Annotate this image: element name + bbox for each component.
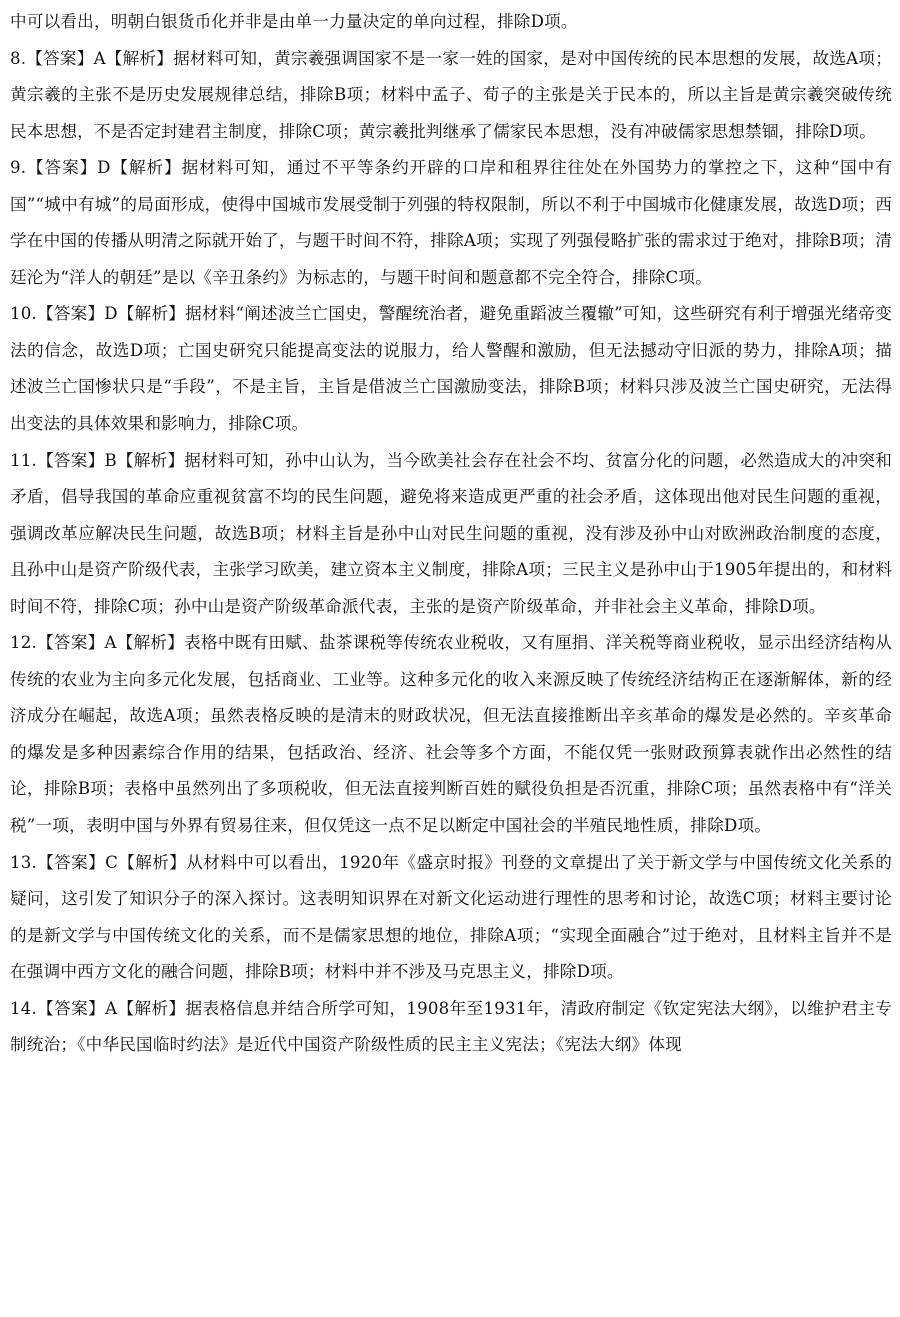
answer-8: 8.【答案】A【解析】据材料可知，黄宗羲强调国家不是一家一姓的国家，是对中国传统的民本思想的发展，故选A项；黄宗羲的主张不是历史发展规律总结，排除B项；材料中孟子、荀子的主张是关于民本的，所以主旨是黄宗羲突破传统民本思想，不是否定封建君主制度，排除C项；黄宗羲批判继承了儒家民本思想，没有冲破儒家思想禁锢，排除D项。 [10, 48, 892, 141]
answer-10: 10.【答案】D【解析】据材料“阐述波兰亡国史，警醒统治者，避免重蹈波兰覆辙”可知，这些研究有利于增强光绪帝变法的信念，故选D项；亡国史研究只能提高变法的说服力，给人警醒和激励，但无法撼动守旧派的势力，排除A项；描述波兰亡国惨状只是“手段”，不是主旨，主旨是借波兰亡国激励变法，排除B项；材料只涉及波兰亡国史研究，无法得出变法的具体效果和影响力，排除C项。 [10, 304, 892, 434]
answer-11: 11.【答案】B【解析】据材料可知，孙中山认为，当今欧美社会存在社会不均、贫富分化的问题，必然造成大的冲突和矛盾，倡导我国的革命应重视贫富不均的民生问题，避免将来造成更严重的社会矛盾，这体现出他对民生问题的重视，强调改革应解决民生问题，故选B项；材料主旨是孙中山对民生问题的重视，没有涉及孙中山对欧洲政治制度的态度，且孙中山是资产阶级代表，主张学习欧美，建立资本主义制度，排除A项；三民主义是孙中山于1905年提出的，和材料时间不符，排除C项；孙中山是资产阶级革命派代表，主张的是资产阶级革命，并非社会主义革命，排除D项。 [10, 450, 892, 616]
answer-13: 13.【答案】C【解析】从材料中可以看出，1920年《盛京时报》刊登的文章提出了关于新文学与中国传统文化关系的疑问，这引发了知识分子的深入探讨。这表明知识界在对新文化运动进行理性的思考和讨论，故选C项；材料主要讨论的是新文学与中国传统文化的关系，而不是儒家思想的地位，排除A项；“实现全面融合”过于绝对，且材料主旨并不是在强调中西方文化的融合问题，排除B项；材料中并不涉及马克思主义，排除D项。 [10, 852, 892, 982]
paragraph-continuation: 中可以看出，明朝白银货币化并非是由单一力量决定的单向过程，排除D项。 [10, 12, 578, 31]
answer-9: 9.【答案】D【解析】据材料可知，通过不平等条约开辟的口岸和租界往往处在外国势力的掌控之下，这种“国中有国”“城中有城”的局面形成，使得中国城市发展受制于列强的特权限制，所以不利于中国城市化健康发展，故选D项；西学在中国的传播从明清之际就开始了，与题干时间不符，排除A项；实现了列强侵略扩张的需求过于绝对，排除B项；清廷沦为“洋人的朝廷”是以《辛丑条约》为标志的，与题干时间和题意都不完全符合，排除C项。 [10, 158, 892, 287]
answer-14: 14.【答案】A【解析】据表格信息并结合所学可知，1908年至1931年，清政府制定《钦定宪法大纲》，以维护君主专制统治；《中华民国临时约法》是近代中国资产阶级性质的民主主义宪法；《宪法大纲》体现 [10, 998, 892, 1055]
document-page [10, 4, 892, 1064]
answer-12: 12.【答案】A【解析】表格中既有田赋、盐茶课税等传统农业税收，又有厘捐、洋关税等商业税收，显示出经济结构从传统的农业为主向多元化发展，包括商业、工业等。这种多元化的收入来源反映了传统经济结构正在逐渐解体，新的经济成分在崛起，故选A项；虽然表格反映的是清末的财政状况，但无法直接推断出辛亥革命的爆发是必然的。辛亥革命的爆发是多种因素综合作用的结果，包括政治、经济、社会等多个方面，不能仅凭一张财政预算表就作出必然性的结论，排除B项；表格中虽然列出了多项税收，但无法直接判断百姓的赋役负担是否沉重，排除C项；虽然表格中有“洋关税”一项，表明中国与外界有贸易往来，但仅凭这一点不足以断定中国社会的半殖民地性质，排除D项。 [10, 633, 892, 836]
